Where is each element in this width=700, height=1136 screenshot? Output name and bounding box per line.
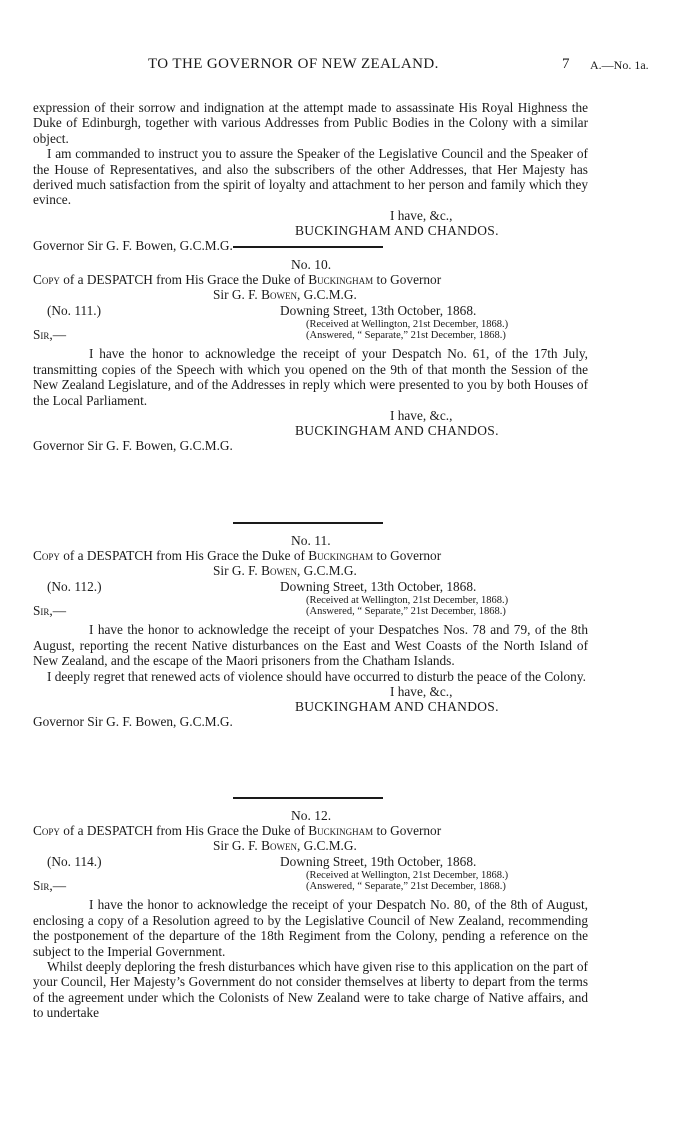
copy-text: of a DESPATCH from His Grace the Duke of	[59, 548, 309, 563]
recipient-suffix: , G.C.M.G.	[296, 563, 357, 579]
copy-text: of a DESPATCH from His Grace the Duke of	[59, 272, 309, 287]
intro-paragraph-2: I am commanded to instruct you to assure the Speaker of the Legislative Council and the Speaker of the House of Representatives, and also the subscribers of the other Addresses, that Her Majesty has derived much satisfaction from the spirit of loyalty and attachment to her person and family which they evince.	[33, 146, 588, 208]
despatch-ref-row	[33, 303, 588, 319]
despatch-heading	[33, 823, 588, 838]
copy-text: of a DESPATCH from His Grace the Duke of	[59, 823, 309, 838]
despatch-number: No. 10.	[291, 257, 332, 272]
despatch-no-10	[33, 246, 588, 453]
duke-name: Buckingham	[308, 272, 374, 287]
recipient-suffix: , G.C.M.G.	[296, 838, 357, 854]
body-paragraph: I have the honor to acknowledge the receipt of your Despatch No. 80, of the 8th of August, enclosing a copy of a Resolution agreed to by the Legislative Council of New Zealand, recommending the postponement of the departure of the 18th Regiment from the Colony, pending a reference on the subject to the Imperial Government.	[33, 897, 588, 959]
copy-suffix: to Governor	[373, 272, 442, 287]
copy-word: Copy	[33, 548, 60, 563]
despatch-number: No. 12.	[291, 808, 332, 823]
recipient-prefix: Sir G. F.	[213, 563, 262, 579]
place-date: Downing Street, 13th October, 1868.	[280, 302, 477, 318]
running-header	[0, 56, 700, 78]
despatch-heading-line2	[33, 563, 588, 578]
recipient-name: Bowen	[261, 838, 297, 854]
recipient-name: Bowen	[261, 563, 297, 579]
answered-note: (Answered, “ Separate,” 21st December, 1868.)	[306, 606, 506, 618]
addressee: Governor Sir G. F. Bowen, G.C.M.G.	[33, 713, 233, 729]
recipient-prefix: Sir G. F.	[213, 838, 262, 854]
despatch-ref: (No. 114.)	[47, 853, 102, 869]
place-date: Downing Street, 19th October, 1868.	[280, 853, 477, 869]
despatch-heading	[33, 548, 588, 563]
recipient-name: Bowen	[261, 287, 297, 303]
copy-suffix: to Governor	[373, 823, 442, 838]
received-note: (Received at Wellington, 21st December, 1868.)	[306, 318, 509, 330]
answered-note: (Answered, “ Separate,” 21st December, 1868.)	[306, 330, 506, 342]
body-paragraph: Whilst deeply deploring the fresh disturbances which have given rise to this application on the part of your Council, Her Majesty’s Government do not consider themselves at liberty to depart from the terms of the agreement under which the Colonists of New Zealand were to take charge of Native affairs, and to undertake	[33, 958, 588, 1021]
salutation-row	[33, 603, 588, 619]
despatch-ref: (No. 112.)	[47, 578, 102, 594]
answered-note: (Answered, “ Separate,” 21st December, 1868.)	[306, 881, 506, 893]
copy-suffix: to Governor	[373, 548, 442, 563]
place-date: Downing Street, 13th October, 1868.	[280, 578, 477, 594]
salutation: Sir,—	[33, 603, 67, 619]
salutation: Sir,—	[33, 327, 67, 343]
addressee: Governor Sir G. F. Bowen, G.C.M.G.	[33, 237, 233, 253]
header-title: TO THE GOVERNOR OF NEW ZEALAND.	[148, 56, 439, 72]
closing: I have, &c.,	[390, 683, 453, 699]
salutation: Sir,—	[33, 878, 67, 894]
recipient-prefix: Sir G. F.	[213, 287, 262, 303]
salutation-row	[33, 878, 588, 894]
despatch-heading-line2	[33, 838, 588, 853]
despatch-ref-row	[33, 579, 588, 595]
received-note: (Received at Wellington, 21st December, 1868.)	[306, 869, 509, 881]
despatch-ref: (No. 111.)	[47, 302, 102, 318]
closing: I have, &c.,	[390, 407, 453, 423]
despatch-heading	[33, 272, 588, 287]
intro-paragraph-1: expression of their sorrow and indignation at the attempt made to assassinate His Royal Highness the Duke of Edinburgh, together with various Addresses from Public Bodies in the Colony with a similar object.	[33, 100, 588, 146]
received-note: (Received at Wellington, 21st December, 1868.)	[306, 594, 509, 606]
document-reference: A.—No. 1a.	[590, 58, 649, 72]
recipient-suffix: , G.C.M.G.	[296, 287, 357, 303]
despatch-ref-row	[33, 854, 588, 870]
page-number: 7	[562, 56, 570, 72]
signature: BUCKINGHAM AND CHANDOS.	[295, 222, 499, 238]
copy-word: Copy	[33, 823, 60, 838]
body-paragraph: I deeply regret that renewed acts of violence should have occurred to disturb the peace of the Colony.	[47, 668, 586, 684]
signature: BUCKINGHAM AND CHANDOS.	[295, 698, 499, 714]
salutation-row	[33, 327, 588, 343]
signature: BUCKINGHAM AND CHANDOS.	[295, 422, 499, 438]
closing: I have, &c.,	[390, 207, 453, 223]
despatch-no-12	[33, 797, 588, 1021]
addressee: Governor Sir G. F. Bowen, G.C.M.G.	[33, 437, 233, 453]
despatch-no-11	[33, 522, 588, 729]
body-paragraph: I have the honor to acknowledge the receipt of your Despatches Nos. 78 and 79, of the 8th August, reporting the recent Native disturbances on the East and West Coasts of the North Island of New Zealand, and the escape of the Maori prisoners from the Chatham Islands.	[33, 622, 588, 669]
duke-name: Buckingham	[308, 548, 374, 563]
copy-word: Copy	[33, 272, 60, 287]
duke-name: Buckingham	[308, 823, 374, 838]
intro-section	[33, 100, 588, 253]
body-paragraph: I have the honor to acknowledge the receipt of your Despatch No. 61, of the 17th July, transmitting copies of the Speech with which you opened on the 9th of that month the Session of the New Zealand Legislature, and of the Addresses in reply which were presented to you by both Houses of the Local Parliament.	[33, 346, 588, 408]
despatch-number: No. 11.	[291, 533, 331, 548]
despatch-heading-line2	[33, 287, 588, 302]
